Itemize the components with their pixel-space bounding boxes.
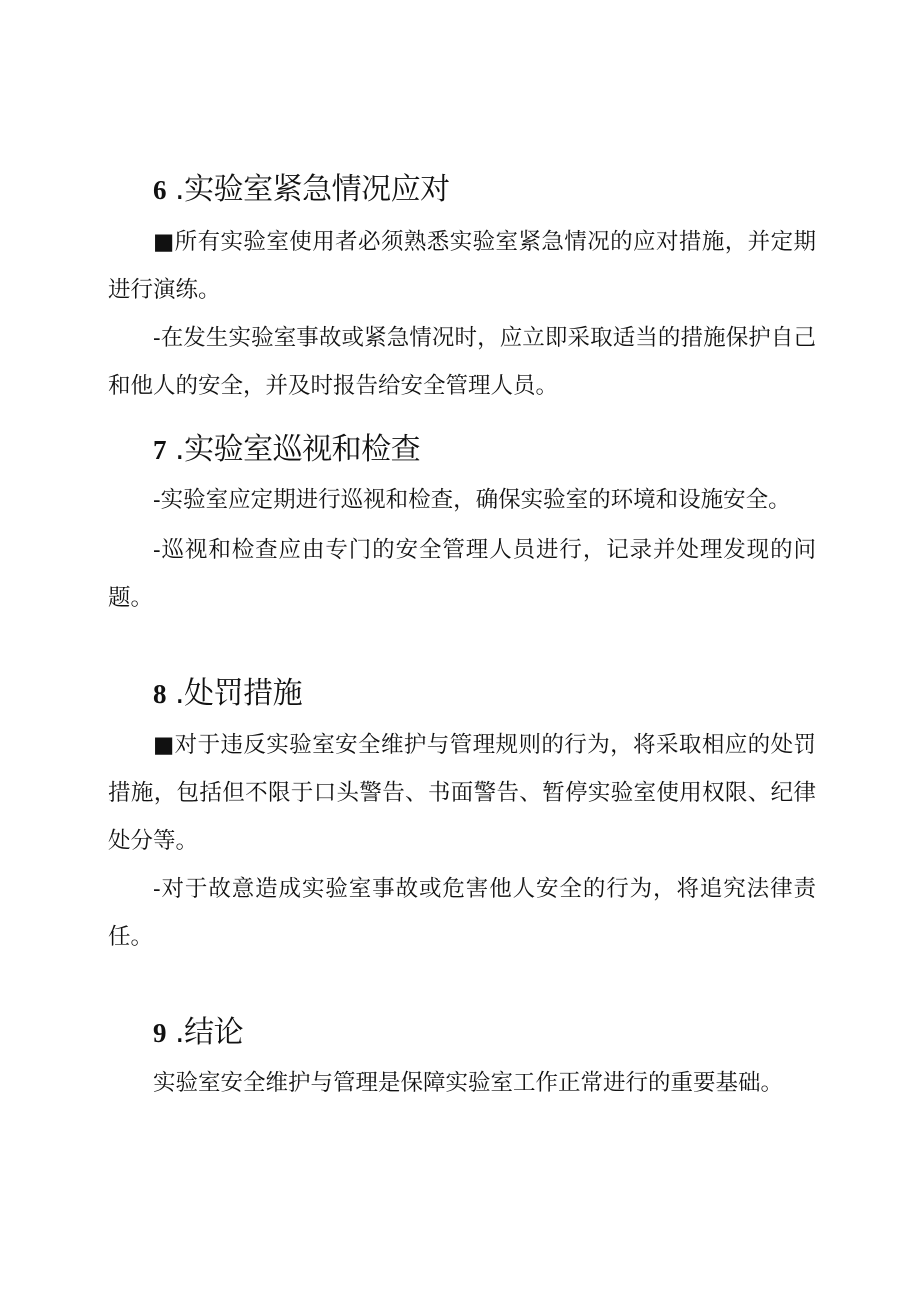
section-title: .结论 <box>175 1015 244 1050</box>
section-title: .处罚措施 <box>175 676 303 711</box>
paragraph: ■所有实验室使用者必须熟悉实验室紧急情况的应对措施，并定期进行演练。 <box>108 229 816 303</box>
section-heading-9 <box>153 1013 243 1053</box>
section-heading-7 <box>153 430 420 470</box>
paragraph: -在发生实验室事故或紧急情况时，应立即采取适当的措施保护自己和他人的安全，并及时报告给安全管理人员。 <box>108 325 816 399</box>
section-title: .实验室紧急情况应对 <box>175 172 450 207</box>
section-number: 7 <box>153 435 166 465</box>
paragraph: -实验室应定期进行巡视和检查，确保实验室的环境和设施安全。 <box>153 487 791 513</box>
section-number: 6 <box>153 175 166 205</box>
section-heading-6 <box>153 170 450 210</box>
paragraph: ■对于违反实验室安全维护与管理规则的行为，将采取相应的处罚措施，包括但不限于口头警告、书面警告、暂停实验室使用权限、纪律处分等。 <box>108 732 816 854</box>
paragraph: -对于故意造成实验室事故或危害他人安全的行为，将追究法律责任。 <box>108 876 816 950</box>
section-number: 8 <box>153 679 166 709</box>
paragraph: -巡视和检查应由专门的安全管理人员进行，记录并处理发现的问题。 <box>108 537 816 611</box>
paragraph: 实验室安全维护与管理是保障实验室工作正常进行的重要基础。 <box>153 1070 784 1096</box>
section-title: .实验室巡视和检查 <box>175 432 421 467</box>
section-heading-8 <box>153 674 302 714</box>
section-number: 9 <box>153 1018 166 1048</box>
